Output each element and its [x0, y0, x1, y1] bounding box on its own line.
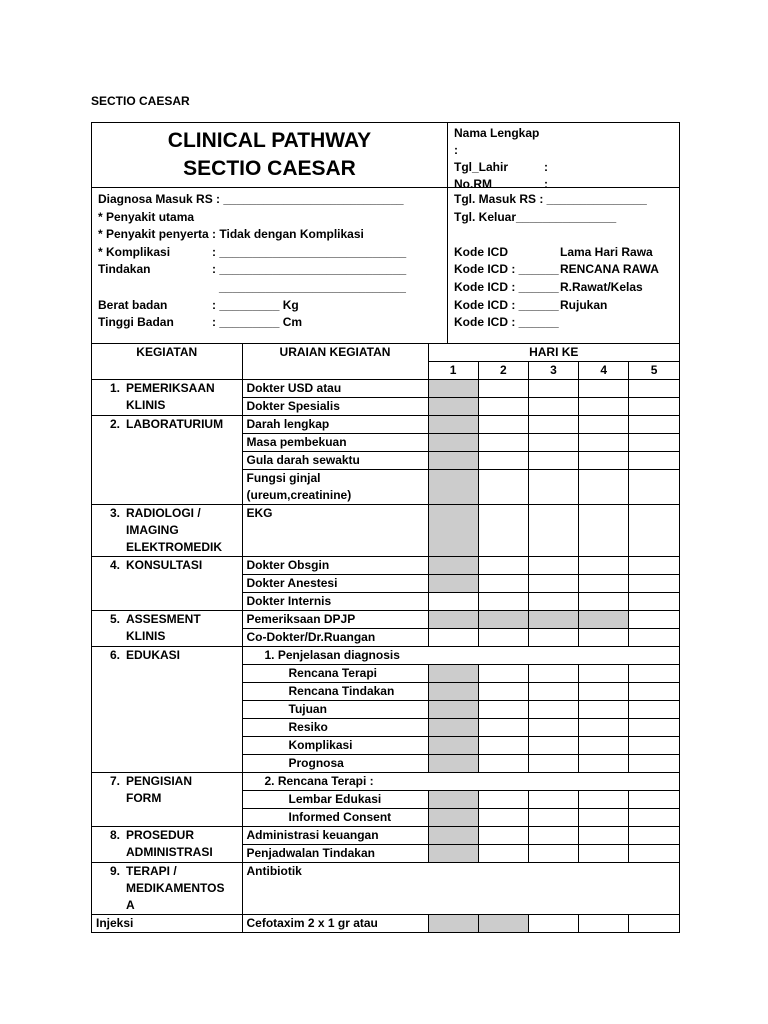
day-checkbox-cell[interactable] — [579, 809, 629, 827]
uraian-cell: Resiko — [242, 719, 428, 737]
kegiatan-cell — [92, 505, 242, 557]
day-checkbox-cell[interactable] — [528, 737, 578, 755]
day-header-1: 1 — [428, 362, 478, 380]
day-checkbox-cell[interactable] — [579, 416, 629, 434]
ident-label: Tgl_Lahir — [454, 160, 509, 174]
uraian-cell: EKG — [242, 505, 428, 557]
day-checkbox-cell[interactable] — [428, 470, 478, 505]
form-header — [92, 123, 679, 191]
day-checkbox-cell[interactable] — [478, 380, 528, 398]
day-checkbox-cell[interactable] — [579, 827, 629, 845]
icd-note: Rujukan — [560, 297, 608, 312]
day-checkbox-cell[interactable] — [478, 470, 528, 505]
tindakan-field[interactable] — [98, 261, 441, 279]
day-checkbox-cell[interactable] — [579, 380, 629, 398]
ident-label: Nama Lengkap : — [454, 126, 540, 157]
day-checkbox-cell[interactable] — [528, 575, 578, 593]
day-checkbox-cell[interactable] — [528, 809, 578, 827]
icd-note: R.Rawat/Kelas — [560, 279, 643, 294]
day-checkbox-cell[interactable] — [478, 719, 528, 737]
icd-code: Kode ICD : ______ — [454, 279, 559, 294]
uraian-cell: Dokter Spesialis — [242, 398, 428, 416]
day-checkbox-cell[interactable] — [579, 575, 629, 593]
day-checkbox-cell[interactable] — [528, 915, 578, 933]
tgl-masuk-field[interactable]: Tgl. Masuk RS : _______________ — [454, 192, 647, 206]
komplikasi-field[interactable] — [98, 244, 441, 262]
day-checkbox-cell[interactable] — [528, 470, 578, 505]
day-checkbox-cell[interactable] — [528, 719, 578, 737]
day-checkbox-cell[interactable] — [629, 398, 679, 416]
day-checkbox-cell[interactable] — [428, 398, 478, 416]
icd-row[interactable] — [454, 297, 673, 315]
admission-info — [92, 188, 679, 344]
tgl-keluar-field[interactable]: Tgl. Keluar_______________ — [454, 209, 617, 224]
komplikasi-value: : ____________________________ — [212, 244, 407, 259]
icd-note: RENCANA RAWA — [560, 262, 659, 277]
day-checkbox-cell[interactable] — [478, 434, 528, 452]
kegiatan-title: LABORATURIUM — [126, 417, 224, 431]
day-checkbox-cell[interactable] — [428, 683, 478, 701]
day-checkbox-cell[interactable] — [478, 737, 528, 755]
day-checkbox-cell[interactable] — [528, 416, 578, 434]
kegiatan-title: EDUKASI — [126, 648, 181, 662]
tindakan-value: : ____________________________ — [212, 262, 407, 277]
day-checkbox-cell[interactable] — [478, 665, 528, 683]
day-checkbox-cell[interactable] — [528, 452, 578, 470]
table-row — [92, 380, 679, 398]
table-row — [92, 863, 679, 915]
day-checkbox-cell[interactable] — [428, 719, 478, 737]
uraian-cell: Pemeriksaan DPJP — [242, 611, 428, 629]
table-row — [92, 915, 679, 933]
day-checkbox-cell[interactable] — [478, 611, 528, 629]
day-checkbox-cell[interactable] — [478, 629, 528, 647]
day-checkbox-cell[interactable] — [478, 593, 528, 611]
day-checkbox-cell[interactable] — [629, 452, 679, 470]
day-checkbox-cell[interactable] — [478, 575, 528, 593]
day-checkbox-cell[interactable] — [528, 380, 578, 398]
day-checkbox-cell[interactable] — [478, 827, 528, 845]
stay-info — [448, 188, 679, 343]
kegiatan-cell — [92, 827, 242, 863]
kegiatan-cell — [92, 773, 242, 827]
day-checkbox-cell[interactable] — [478, 915, 528, 933]
table-row — [92, 611, 679, 629]
uraian-cell: 2. Rencana Terapi : — [242, 773, 679, 791]
day-checkbox-cell[interactable] — [528, 683, 578, 701]
uraian-cell: Co-Dokter/Dr.Ruangan — [242, 629, 428, 647]
uraian-cell: Komplikasi — [242, 737, 428, 755]
day-checkbox-cell[interactable] — [629, 791, 679, 809]
day-checkbox-cell[interactable] — [629, 629, 679, 647]
day-checkbox-cell[interactable] — [428, 452, 478, 470]
day-checkbox-cell[interactable] — [428, 557, 478, 575]
kegiatan-cell — [92, 416, 242, 505]
tinggi-label: Tinggi Badan — [98, 315, 174, 330]
day-checkbox-cell[interactable] — [528, 845, 578, 863]
kegiatan-title: Injeksi — [96, 916, 134, 930]
day-checkbox-cell[interactable] — [629, 505, 679, 557]
kegiatan-cell — [92, 647, 242, 773]
kegiatan-number: 7. — [109, 774, 120, 788]
title-line-2: SECTIO CAESAR — [183, 157, 356, 180]
day-checkbox-cell[interactable] — [579, 593, 629, 611]
day-checkbox-cell[interactable] — [579, 915, 629, 933]
day-checkbox-cell[interactable] — [579, 398, 629, 416]
day-checkbox-cell[interactable] — [579, 683, 629, 701]
day-checkbox-cell[interactable] — [629, 611, 679, 629]
day-checkbox-cell[interactable] — [629, 683, 679, 701]
uraian-cell: Masa pembekuan — [242, 434, 428, 452]
day-checkbox-cell[interactable] — [528, 434, 578, 452]
day-checkbox-cell[interactable] — [478, 845, 528, 863]
icd-code: Kode ICD : ______ — [454, 297, 559, 312]
ident-row[interactable] — [454, 125, 673, 159]
berat-label: Berat badan — [98, 297, 168, 312]
ident-colon: : — [544, 160, 548, 174]
day-checkbox-cell[interactable] — [629, 827, 679, 845]
day-checkbox-cell[interactable] — [579, 505, 629, 557]
day-checkbox-cell[interactable] — [428, 593, 478, 611]
spacer — [454, 226, 673, 244]
kegiatan-number: 2. — [109, 417, 120, 431]
kegiatan-number: 4. — [109, 558, 120, 572]
day-checkbox-cell[interactable] — [428, 611, 478, 629]
kegiatan-number: 1. — [109, 381, 120, 395]
uraian-cell: Dokter USD atau — [242, 380, 428, 398]
uraian-cell: Tujuan — [242, 701, 428, 719]
day-checkbox-cell[interactable] — [629, 416, 679, 434]
form-title — [92, 123, 448, 187]
table-row — [92, 505, 679, 557]
day-checkbox-cell[interactable] — [528, 827, 578, 845]
day-checkbox-cell[interactable] — [478, 791, 528, 809]
day-checkbox-cell[interactable] — [629, 665, 679, 683]
table-header-row — [92, 344, 679, 362]
table-row — [92, 557, 679, 575]
day-checkbox-cell[interactable] — [528, 791, 578, 809]
day-checkbox-cell[interactable] — [629, 557, 679, 575]
day-checkbox-cell[interactable] — [629, 755, 679, 773]
day-checkbox-cell[interactable] — [478, 701, 528, 719]
table-row — [92, 773, 679, 791]
icd-code: Kode ICD — [454, 244, 508, 259]
kegiatan-title: PENGISIAN FORM — [126, 774, 193, 805]
day-checkbox-cell[interactable] — [478, 557, 528, 575]
tindakan-label: Tindakan — [98, 262, 151, 277]
day-checkbox-cell[interactable] — [478, 683, 528, 701]
tindakan-value-2: ____________________________ — [219, 279, 406, 294]
day-checkbox-cell[interactable] — [629, 575, 679, 593]
kegiatan-number: 6. — [109, 648, 120, 662]
uraian-cell: Gula darah sewaktu — [242, 452, 428, 470]
day-checkbox-cell[interactable] — [579, 434, 629, 452]
day-checkbox-cell[interactable] — [428, 827, 478, 845]
day-checkbox-cell[interactable] — [528, 665, 578, 683]
day-checkbox-cell[interactable] — [579, 452, 629, 470]
day-checkbox-cell[interactable] — [428, 701, 478, 719]
day-checkbox-cell[interactable] — [428, 915, 478, 933]
day-header-4: 4 — [579, 362, 629, 380]
day-checkbox-cell[interactable] — [629, 719, 679, 737]
icd-row[interactable] — [454, 279, 673, 297]
day-checkbox-cell[interactable] — [579, 701, 629, 719]
kegiatan-title: TERAPI / MEDIKAMENTOS A — [126, 864, 225, 912]
day-checkbox-cell[interactable] — [579, 611, 629, 629]
icd-list — [454, 244, 673, 332]
day-checkbox-cell[interactable] — [428, 434, 478, 452]
kegiatan-title: RADIOLOGI / IMAGING ELEKTROMEDIK — [126, 506, 222, 554]
spacer — [98, 279, 212, 297]
kegiatan-cell — [92, 863, 242, 915]
day-checkbox-cell[interactable] — [428, 809, 478, 827]
day-checkbox-cell[interactable] — [629, 845, 679, 863]
table-row — [92, 647, 679, 665]
day-checkbox-cell[interactable] — [579, 665, 629, 683]
tinggi-field[interactable] — [98, 314, 441, 332]
day-header-3: 3 — [528, 362, 578, 380]
day-checkbox-cell[interactable] — [579, 791, 629, 809]
day-checkbox-cell[interactable] — [428, 380, 478, 398]
day-checkbox-cell[interactable] — [528, 755, 578, 773]
kegiatan-title: KONSULTASI — [126, 558, 203, 572]
ident-colon: : — [544, 177, 548, 191]
kegiatan-cell — [92, 611, 242, 647]
kegiatan-number: 3. — [109, 506, 120, 520]
day-checkbox-cell[interactable] — [428, 845, 478, 863]
day-checkbox-cell[interactable] — [629, 380, 679, 398]
kegiatan-cell — [92, 915, 242, 933]
penyakit-utama: * Penyakit utama — [98, 209, 195, 224]
kegiatan-title: PROSEDUR ADMINISTRASI — [126, 828, 213, 859]
day-checkbox-cell[interactable] — [478, 452, 528, 470]
ident-label: No.RM — [454, 177, 492, 191]
day-checkbox-cell[interactable] — [629, 701, 679, 719]
activity-table — [92, 344, 679, 932]
kegiatan-title: ASSESMENT KLINIS — [126, 612, 201, 643]
uraian-cell: Antibiotik — [242, 863, 679, 915]
day-checkbox-cell[interactable] — [579, 470, 629, 505]
day-checkbox-cell[interactable] — [428, 755, 478, 773]
day-checkbox-cell[interactable] — [428, 791, 478, 809]
day-checkbox-cell[interactable] — [478, 505, 528, 557]
kegiatan-cell — [92, 557, 242, 611]
day-checkbox-cell[interactable] — [478, 755, 528, 773]
day-checkbox-cell[interactable] — [579, 845, 629, 863]
day-checkbox-cell[interactable] — [428, 575, 478, 593]
icd-note: Lama Hari Rawa — [560, 244, 653, 259]
uraian-cell: Darah lengkap — [242, 416, 428, 434]
uraian-cell: Administrasi keuangan — [242, 827, 428, 845]
day-checkbox-cell[interactable] — [579, 629, 629, 647]
diagnosis-block — [92, 188, 448, 343]
day-checkbox-cell[interactable] — [579, 755, 629, 773]
day-checkbox-cell[interactable] — [478, 809, 528, 827]
day-checkbox-cell[interactable] — [528, 505, 578, 557]
uraian-cell: Prognosa — [242, 755, 428, 773]
berat-field[interactable] — [98, 297, 441, 315]
kegiatan-number: 9. — [109, 864, 120, 878]
clinical-pathway-form — [91, 122, 680, 933]
day-checkbox-cell[interactable] — [528, 611, 578, 629]
uraian-cell: Cefotaxim 2 x 1 gr atau — [242, 915, 428, 933]
icd-code: Kode ICD : ______ — [454, 315, 559, 330]
day-checkbox-cell[interactable] — [528, 629, 578, 647]
uraian-cell: Dokter Obsgin — [242, 557, 428, 575]
day-checkbox-cell[interactable] — [428, 629, 478, 647]
kegiatan-number: 8. — [109, 828, 120, 842]
patient-identity — [448, 123, 679, 191]
uraian-cell: Rencana Terapi — [242, 665, 428, 683]
day-checkbox-cell[interactable] — [478, 416, 528, 434]
kegiatan-title: PEMERIKSAAN KLINIS — [126, 381, 215, 412]
uraian-cell: Dokter Anestesi — [242, 575, 428, 593]
tinggi-value: : _________ Cm — [212, 315, 303, 330]
uraian-cell: Lembar Edukasi — [242, 791, 428, 809]
day-checkbox-cell[interactable] — [528, 593, 578, 611]
table-row — [92, 827, 679, 845]
document-label: SECTIO CAESAR — [91, 94, 190, 108]
uraian-cell: Rencana Tindakan — [242, 683, 428, 701]
day-checkbox-cell[interactable] — [629, 737, 679, 755]
komplikasi-label: * Komplikasi — [98, 244, 171, 259]
day-checkbox-cell[interactable] — [629, 915, 679, 933]
day-checkbox-cell[interactable] — [528, 557, 578, 575]
kegiatan-cell — [92, 380, 242, 416]
icd-code: Kode ICD : ______ — [454, 262, 559, 277]
day-checkbox-cell[interactable] — [428, 737, 478, 755]
ident-row[interactable] — [454, 159, 673, 176]
day-checkbox-cell[interactable] — [428, 505, 478, 557]
day-checkbox-cell[interactable] — [428, 416, 478, 434]
diagnosa-field[interactable]: Diagnosa Masuk RS : ___________________________ — [98, 192, 404, 206]
uraian-cell: Dokter Internis — [242, 593, 428, 611]
col-hari-header: HARI KE — [428, 344, 679, 362]
icd-row[interactable] — [454, 244, 673, 262]
berat-value: : _________ Kg — [212, 297, 299, 312]
col-uraian-header: URAIAN KEGIATAN — [242, 344, 428, 380]
uraian-cell: Fungsi ginjal (ureum,creatinine) — [242, 470, 428, 505]
day-checkbox-cell[interactable] — [629, 809, 679, 827]
tindakan-field-2[interactable] — [98, 279, 441, 297]
day-checkbox-cell[interactable] — [579, 719, 629, 737]
day-checkbox-cell[interactable] — [629, 434, 679, 452]
day-checkbox-cell[interactable] — [579, 737, 629, 755]
title-line-1: CLINICAL PATHWAY — [167, 129, 372, 152]
uraian-cell: Penjadwalan Tindakan — [242, 845, 428, 863]
day-header-2: 2 — [478, 362, 528, 380]
uraian-cell: 1. Penjelasan diagnosis — [242, 647, 679, 665]
icd-row[interactable] — [454, 314, 673, 332]
kegiatan-number: 5. — [109, 612, 120, 626]
table-row — [92, 416, 679, 434]
day-header-5: 5 — [629, 362, 679, 380]
day-checkbox-cell[interactable] — [629, 593, 679, 611]
day-checkbox-cell[interactable] — [428, 665, 478, 683]
day-checkbox-cell[interactable] — [579, 557, 629, 575]
day-checkbox-cell[interactable] — [478, 398, 528, 416]
day-checkbox-cell[interactable] — [528, 701, 578, 719]
penyakit-penyerta: * Penyakit penyerta : Tidak dengan Komplikasi — [98, 227, 364, 242]
day-checkbox-cell[interactable] — [528, 398, 578, 416]
col-kegiatan-header: KEGIATAN — [92, 344, 242, 380]
uraian-cell: Informed Consent — [242, 809, 428, 827]
day-checkbox-cell[interactable] — [629, 470, 679, 505]
icd-row[interactable] — [454, 261, 673, 279]
